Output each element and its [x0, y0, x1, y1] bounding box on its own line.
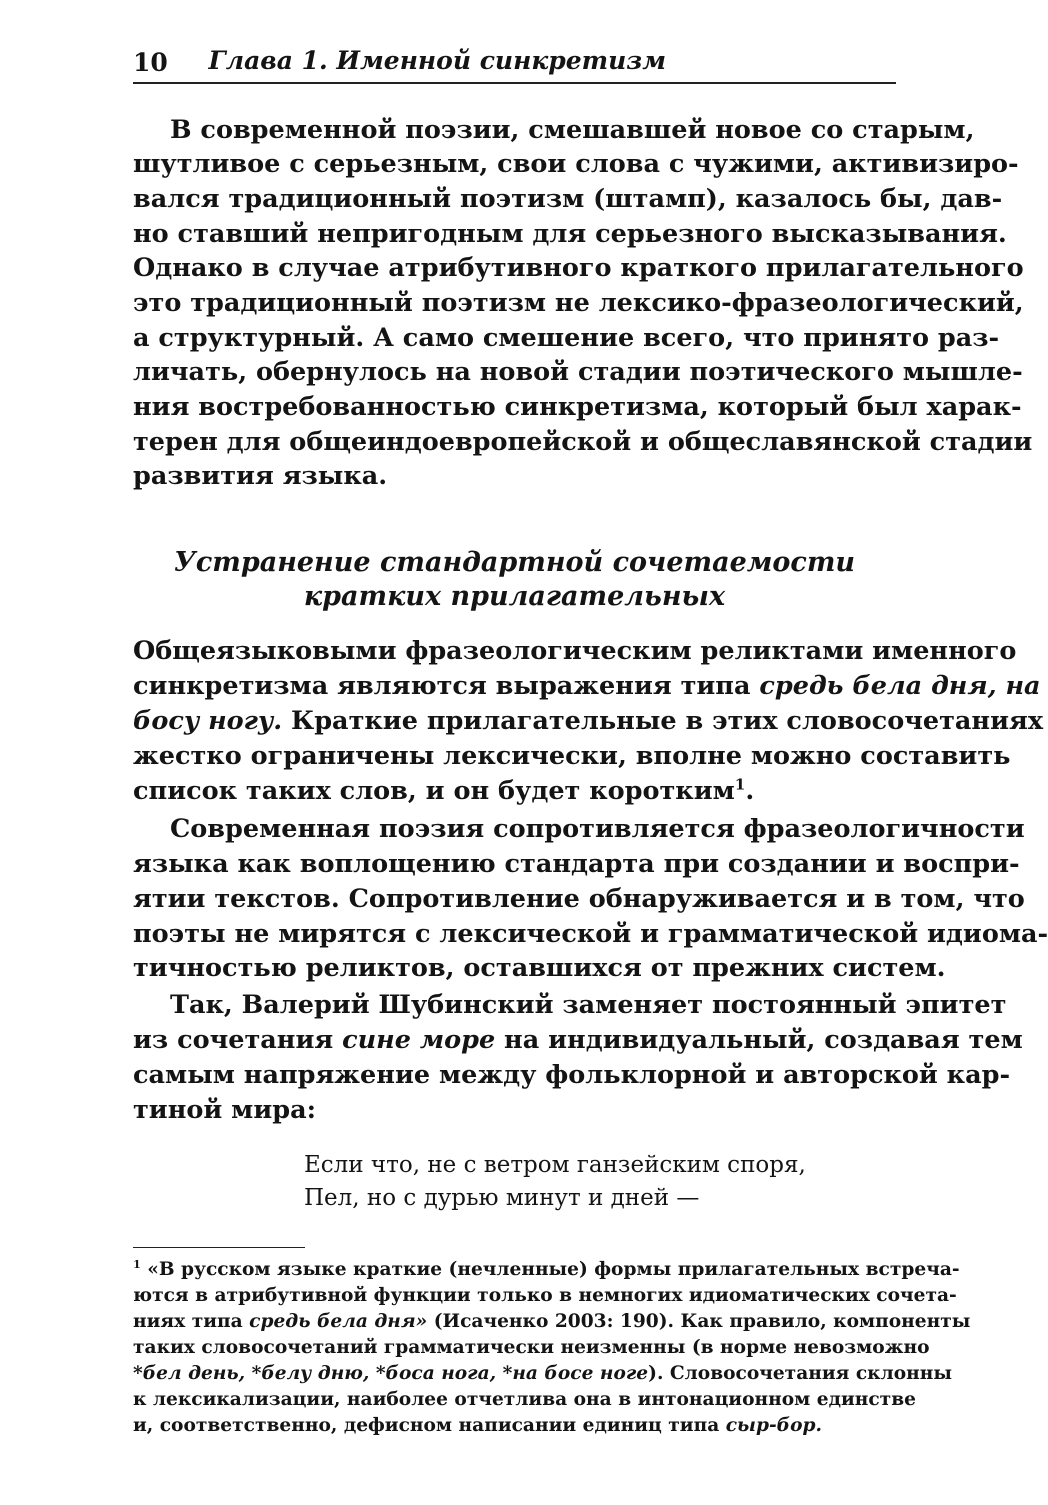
para1-line: вался традиционный поэтизм (штамп), казалось бы, дав-	[133, 184, 1003, 214]
section-heading: кратких прилагательных	[303, 581, 726, 612]
para4-line: самым напряжение между фольклорной и авторской кар-	[133, 1060, 1011, 1090]
footnote-mark: 1	[133, 1257, 141, 1271]
para1-line: шутливое с серьезным, свои слова с чужими, активизиро-	[133, 149, 1019, 179]
footnote-line: ниях типа средь бела дня» (Исаченко 2003: 190). Как правило, компоненты	[133, 1311, 971, 1332]
para1-line: а структурный. А само смешение всего, что принято раз-	[133, 323, 1000, 353]
para3-line: поэты не мирятся с лексической и грамматической идиома-	[133, 919, 1048, 949]
para2-line: жестко ограничены лексически, вполне можно составить	[133, 741, 1011, 771]
footnote-line: *бел день, *белу дню, *боса нога, *на босе ноге). Словосочетания склонны	[133, 1363, 952, 1384]
para1-line: В современной поэзии, смешавшей новое со старым,	[170, 115, 975, 145]
para1-line: личать, обернулось на новой стадии поэтического мышле-	[133, 357, 1023, 387]
para2-line: список таких слов, и он будет коротким$^1$.	[133, 775, 755, 806]
section-heading: Устранение стандартной сочетаемости	[173, 547, 856, 578]
footnote-line: $^1$ «В русском языке краткие (нечленные) формы прилагательных встреча-	[133, 1257, 960, 1280]
footnote-line: к лексикализации, наиболее отчетлива она в интонационном единстве	[133, 1389, 916, 1410]
para1-line: развития языка.	[133, 461, 388, 491]
running-head: Глава 1. Именной синкретизм	[208, 46, 666, 75]
para2-line: синкретизма являются выражения типа средь бела дня, на	[133, 671, 1041, 701]
para4-line: Так, Валерий Шубинский заменяет постоянный эпитет	[170, 990, 1007, 1020]
footnote-divider	[133, 1247, 305, 1248]
para1-line: ния востребованностью синкретизма, который был харак-	[133, 392, 1022, 422]
para1-line: это традиционный поэтизм не лексико-фразеологический,	[133, 288, 1024, 318]
verse-line: Пел, но с дурью минут и дней —	[304, 1185, 700, 1211]
para3-line: языка как воплощению стандарта при создании и воспри-	[133, 849, 1020, 879]
para3-line: ятии текстов. Сопротивление обнаруживается и в том, что	[133, 884, 1025, 914]
para3-line: тичностью реликтов, оставшихся от прежних систем.	[133, 953, 946, 983]
para4-line: из сочетания сине море на индивидуальный, создавая тем	[133, 1025, 1023, 1055]
para1-line: терен для общеиндоевропейской и общеславянской стадии	[133, 427, 1033, 457]
para1-line: но ставший непригодным для серьезного высказывания.	[133, 219, 1007, 249]
footnote-ref[interactable]: 1	[734, 775, 746, 794]
para1-line: Однако в случае атрибутивного краткого прилагательного	[133, 253, 1024, 283]
para4-line: тиной мира:	[133, 1095, 317, 1125]
page-header	[133, 44, 896, 84]
verse-line: Если что, не с ветром ганзейским споря,	[304, 1152, 806, 1178]
footnote-line: и, соответственно, дефисном написании единиц типа сыр-бор.	[133, 1415, 822, 1436]
page-number: 10	[133, 48, 168, 77]
footnote-line: таких словосочетаний грамматически неизменны (в норме невозможно	[133, 1337, 930, 1358]
footnote-line: ются в атрибутивной функции только в немногих идиоматических сочета-	[133, 1285, 957, 1306]
para3-line: Современная поэзия сопротивляется фразеологичности	[170, 814, 1025, 844]
para2-line: Общеязыковыми фразеологическим реликтами именного	[133, 636, 1017, 666]
para2-line: босу ногу. Краткие прилагательные в этих словосочетаниях	[133, 706, 1044, 736]
